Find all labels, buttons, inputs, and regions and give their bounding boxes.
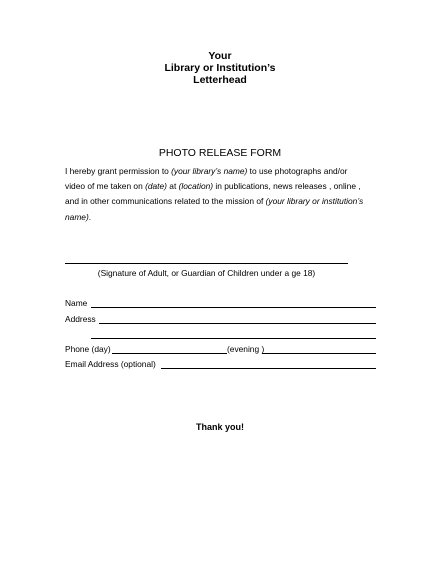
institution-name-placeholder: (your library or institution’s [265, 196, 364, 207]
paragraph-text: in publications, news releases , online , [213, 181, 361, 192]
paragraph-line-2 [65, 179, 385, 194]
form-title: PHOTO RELEASE FORM [158, 147, 282, 159]
thank-you-text: Thank you! [195, 422, 244, 432]
date-placeholder: (date) [145, 181, 167, 192]
name-field-line[interactable] [91, 307, 376, 308]
email-field-line[interactable] [161, 368, 376, 369]
address-field-line[interactable] [99, 323, 376, 324]
location-placeholder: (location) [178, 181, 214, 192]
paragraph-text: I hereby grant permission to [65, 166, 172, 176]
paragraph-line-4 [65, 210, 385, 225]
phone-day-label: Phone (day) [65, 344, 111, 354]
letterhead-line-1: Your [208, 50, 232, 62]
name-label: Name [65, 298, 88, 308]
paragraph-line-1 [65, 164, 385, 179]
letterhead [0, 50, 440, 86]
paragraph-text: to use photographs and/or [247, 166, 348, 176]
paragraph-text: and in other communications related to the mission of [65, 196, 266, 207]
paragraph-text: at [166, 181, 179, 192]
paragraph-text: . [88, 211, 92, 222]
phone-day-field-line[interactable] [112, 353, 227, 354]
phone-evening-label: (evening ) [227, 344, 265, 354]
library-name-placeholder: (your library’s name) [171, 166, 248, 176]
phone-evening-field-line[interactable] [262, 353, 376, 354]
permission-paragraph [65, 164, 385, 225]
letterhead-line-3: Letterhead [193, 74, 247, 86]
letterhead-line-2: Library or Institution’s [164, 62, 276, 74]
signature-line[interactable] [65, 263, 348, 264]
institution-name-placeholder-end: name) [65, 211, 89, 222]
email-label: Email Address (optional) [65, 359, 156, 369]
signature-caption: (Signature of Adult, or Guardian of Children under a ge 18) [97, 268, 316, 278]
address-label: Address [65, 314, 96, 324]
paragraph-line-3 [65, 194, 385, 209]
paragraph-text: video of me taken on [65, 181, 146, 192]
address-line-2[interactable] [91, 338, 376, 339]
